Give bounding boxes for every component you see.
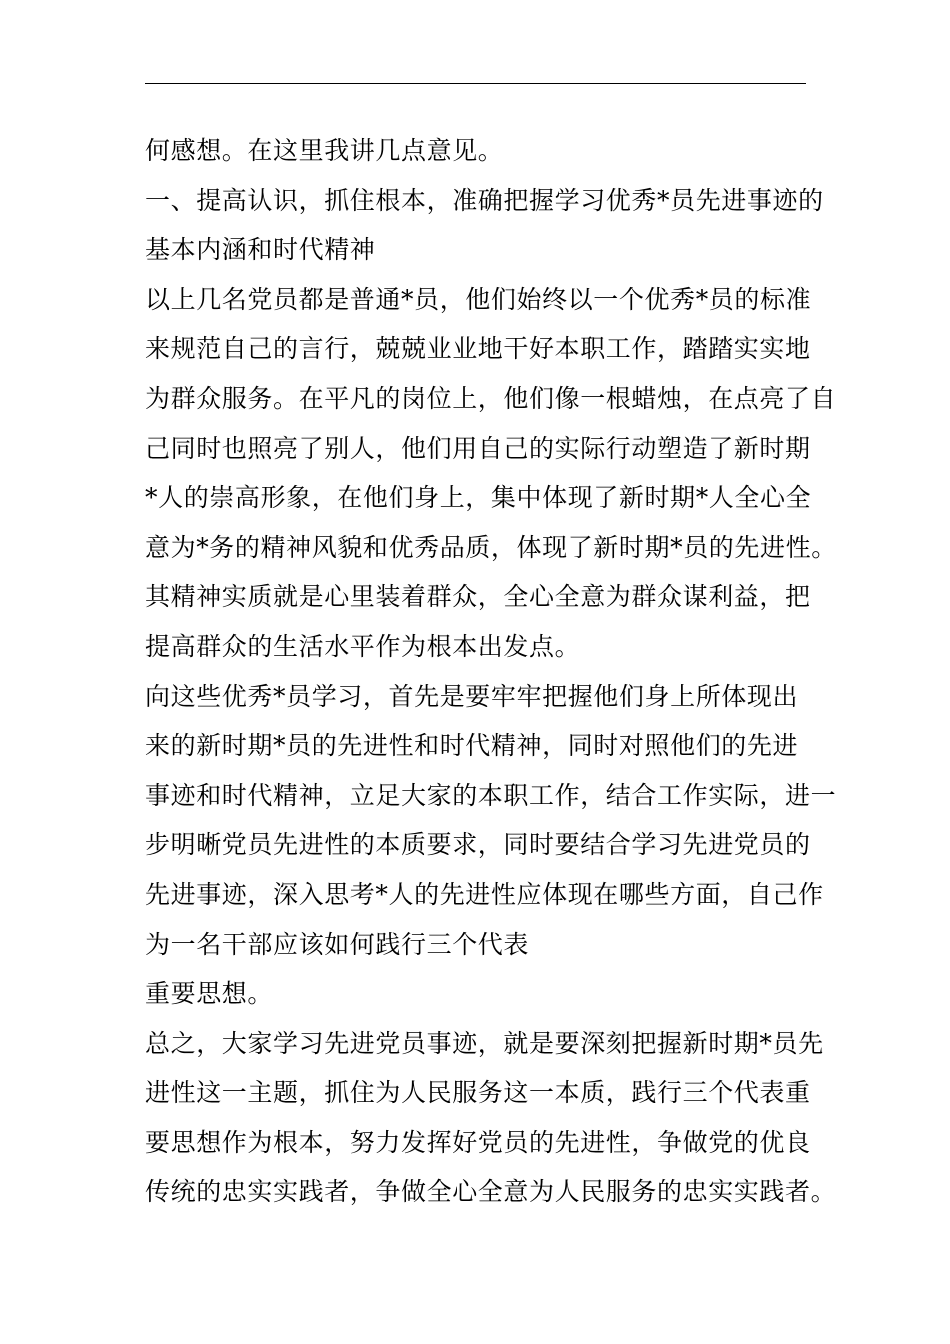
text-line-19: 总之，大家学习先进党员事迹，就是要深刻把握新时期*员先 (145, 1028, 824, 1058)
text-line-12: 向这些优秀*员学习，首先是要牢牢把握他们身上所体现出 (145, 681, 799, 711)
text-line-10: 其精神实质就是心里装着群众，全心全意为群众谋利益，把 (145, 582, 811, 612)
text-line-22: 传统的忠实实践者，争做全心全意为人民服务的忠实实践者。 (145, 1177, 837, 1207)
text-line-16: 先进事迹，深入思考*人的先进性应体现在哪些方面，自己作 (145, 879, 824, 909)
text-line-15: 步明晰党员先进性的本质要求，同时要结合学习先进党员的 (145, 830, 811, 860)
text-line-1: 何感想。在这里我讲几点意见。 (145, 136, 504, 165)
text-line-11: 提高群众的生活水平作为根本出发点。 (145, 631, 581, 661)
text-line-20: 进性这一主题，抓住为人民服务这一本质，践行三个代表重 (145, 1078, 811, 1108)
text-line-6: 为群众服务。在平凡的岗位上，他们像一根蜡烛，在点亮了自 (145, 383, 837, 413)
text-line-4: 以上几名党员都是普通*员，他们始终以一个优秀*员的标准 (145, 284, 812, 314)
text-line-7: 己同时也照亮了别人，他们用自己的实际行动塑造了新时期 (145, 433, 811, 463)
text-line-17: 为一名干部应该如何践行三个代表 (145, 929, 530, 959)
text-line-9: 意为*务的精神风貌和优秀品质，体现了新时期*员的先进性。 (145, 532, 837, 562)
header-rule (145, 83, 806, 84)
text-line-5: 来规范自己的言行，兢兢业业地干好本职工作，踏踏实实地 (145, 334, 811, 364)
text-line-21: 要思想作为根本，努力发挥好党员的先进性，争做党的优良 (145, 1127, 811, 1157)
text-line-8: *人的崇高形象，在他们身上，集中体现了新时期*人全心全 (145, 483, 812, 513)
text-line-18: 重要思想。 (145, 979, 274, 1009)
document-body (145, 126, 837, 1217)
text-line-3: 基本内涵和时代精神 (145, 235, 376, 265)
text-line-13: 来的新时期*员的先进性和时代精神，同时对照他们的先进 (145, 731, 799, 761)
text-line-2: 一、提高认识，抓住根本，准确把握学习优秀*员先进事迹的 (145, 185, 824, 215)
text-line-14: 事迹和时代精神，立足大家的本职工作，结合工作实际，进一 (145, 780, 837, 810)
